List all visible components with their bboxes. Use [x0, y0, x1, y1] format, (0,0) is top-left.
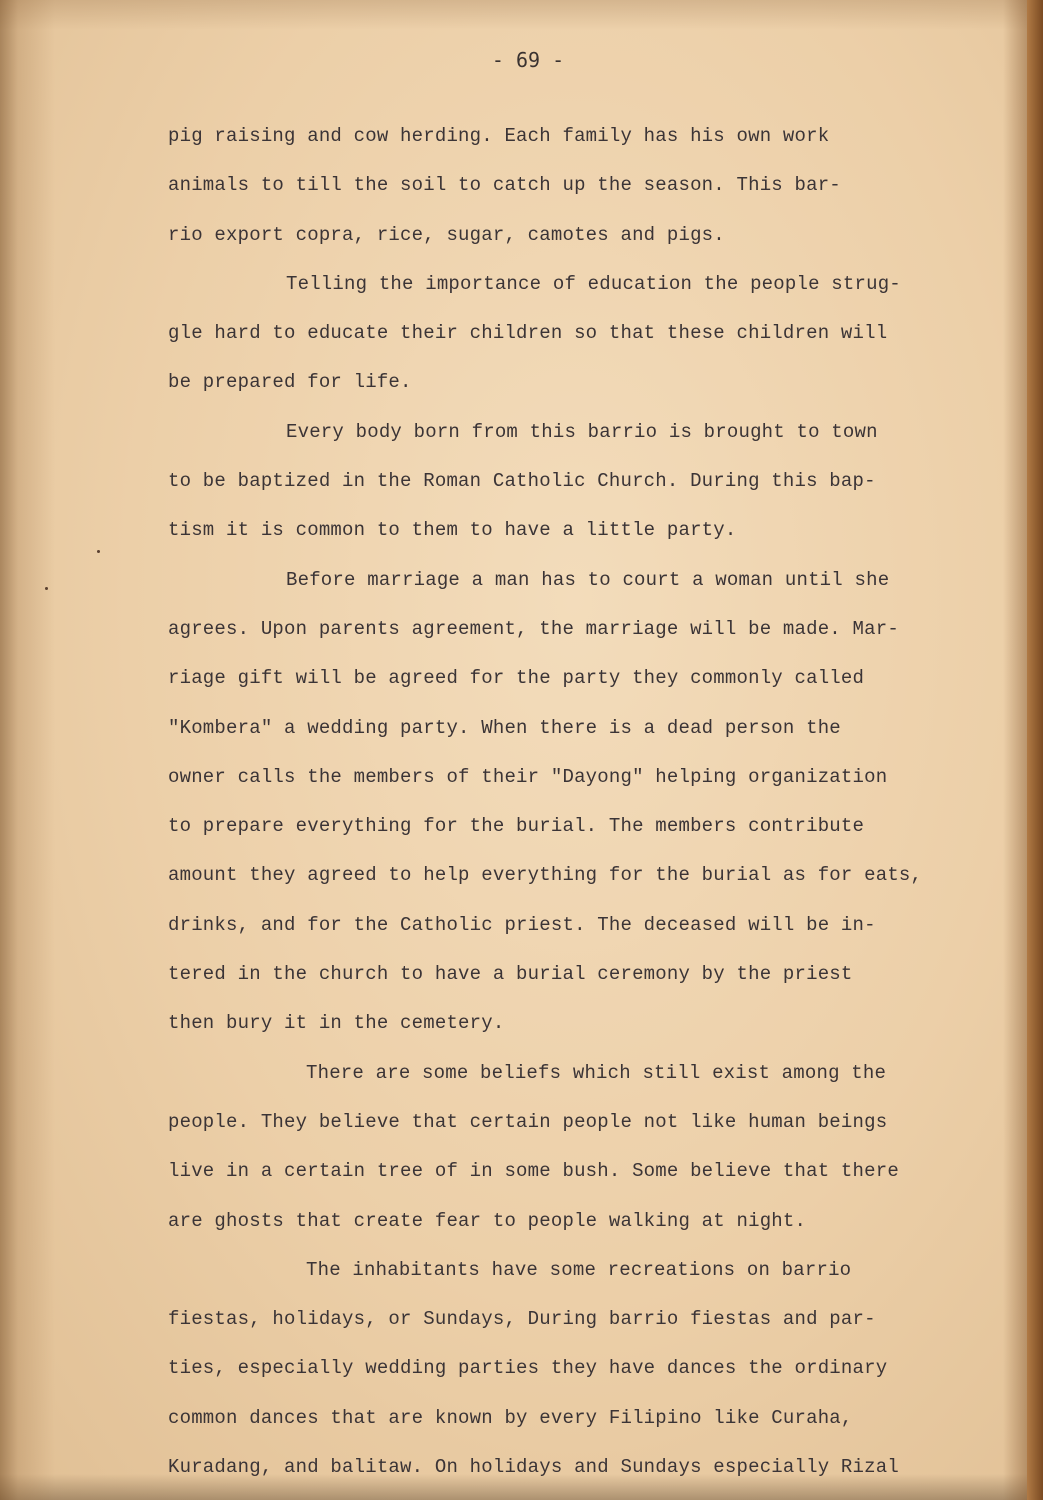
- text-line: pig raising and cow herding. Each family has his own work: [168, 125, 830, 147]
- text-line: gle hard to educate their children so that these children will: [168, 322, 888, 345]
- text-line: to be baptized in the Roman Catholic Church. During this bap-: [168, 470, 876, 493]
- page-binding-edge: [1027, 0, 1043, 1500]
- paper-speck: [97, 550, 100, 553]
- text-line: amount they agreed to help everything for the burial as for eats,: [168, 864, 923, 887]
- text-line: agrees. Upon parents agreement, the marriage will be made. Mar-: [168, 617, 899, 640]
- text-line: "Kombera" a wedding party. When there is a dead person the: [168, 716, 841, 739]
- text-line: tism it is common to them to have a little party.: [168, 519, 737, 542]
- text-line: common dances that are known by every Filipino like Curaha,: [168, 1406, 853, 1429]
- text-line: live in a certain tree of in some bush. Some believe that there: [168, 1160, 899, 1183]
- paragraph-start-line: There are some beliefs which still exist among the: [306, 1061, 887, 1084]
- text-line: owner calls the members of their "Dayong" helping organization: [168, 765, 888, 788]
- text-line: are ghosts that create fear to people walking at night.: [168, 1209, 807, 1232]
- text-line: then bury it in the cemetery.: [168, 1012, 505, 1035]
- text-line: riage gift will be agreed for the party they commonly called: [168, 667, 865, 690]
- body-text: [168, 118, 978, 1498]
- text-line: people. They believe that certain people not like human beings: [168, 1110, 888, 1133]
- text-line: rio export copra, rice, sugar, camotes and pigs.: [168, 223, 725, 246]
- page-number: - 69 -: [491, 48, 565, 72]
- paper-speck: [45, 587, 48, 590]
- text-line: ties, especially wedding parties they have dances the ordinary: [168, 1357, 888, 1380]
- text-line: tered in the church to have a burial ceremony by the priest: [168, 963, 853, 986]
- text-line: to prepare everything for the burial. The members contribute: [168, 815, 865, 838]
- text-line: animals to till the soil to catch up the season. This bar-: [168, 174, 841, 197]
- paragraph-start-line: Before marriage a man has to court a woman until she: [286, 568, 890, 591]
- text-line: Kuradang, and balitaw. On holidays and Sundays especially Rizal: [168, 1456, 899, 1479]
- paragraph-start-line: The inhabitants have some recreations on barrio: [306, 1258, 852, 1281]
- text-line: drinks, and for the Catholic priest. The deceased will be in-: [168, 913, 876, 936]
- paragraph-start-line: Every body born from this barrio is brought to town: [286, 420, 878, 443]
- text-line: fiestas, holidays, or Sundays, During barrio fiestas and par-: [168, 1308, 876, 1331]
- paragraph-start-line: Telling the importance of education the people strug-: [286, 272, 901, 295]
- text-line: be prepared for life.: [168, 371, 412, 394]
